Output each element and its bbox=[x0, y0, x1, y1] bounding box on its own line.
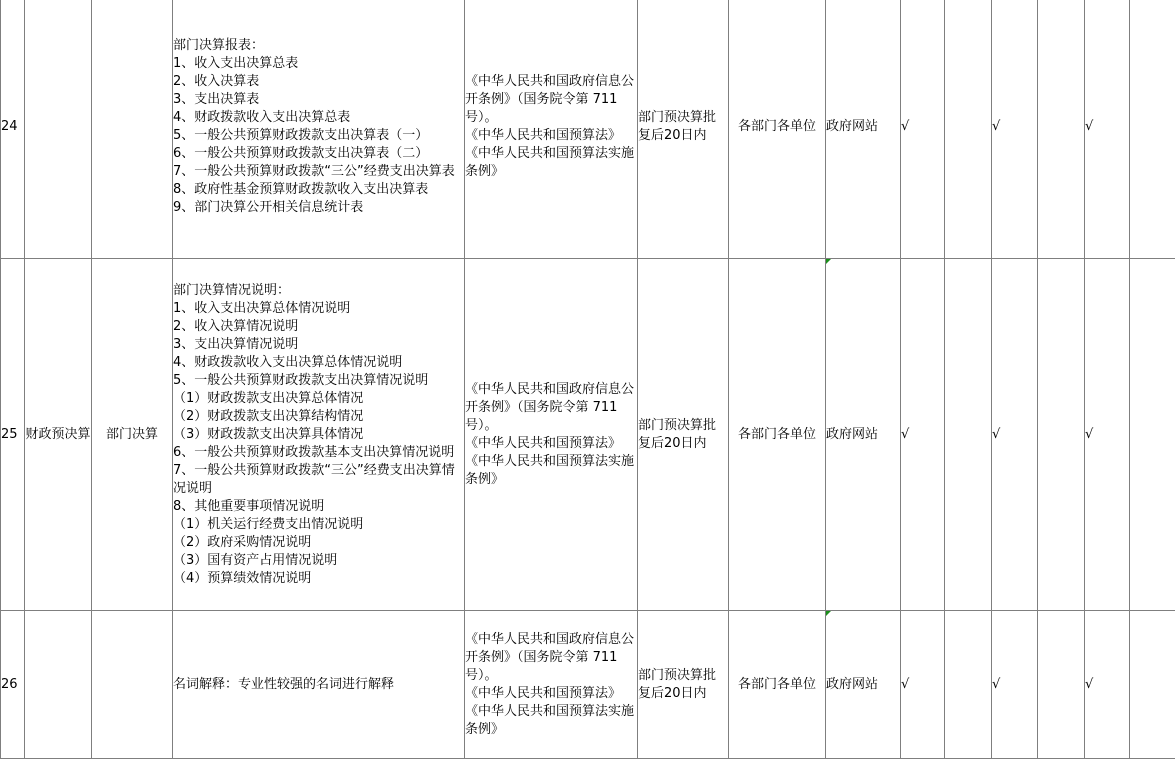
comment-marker-icon bbox=[826, 611, 831, 616]
content-line: 8、政府性基金预算财政拨款收入支出决算表 bbox=[173, 181, 464, 199]
row-number[interactable]: 26 bbox=[1, 611, 25, 759]
content-line: 6、一般公共预算财政拨款基本支出决算情况说明 bbox=[173, 444, 464, 462]
legal-basis-line: 《中华人民共和国政府信息公开条例》（国务院令第 711 号）。 bbox=[465, 73, 637, 127]
check-cell[interactable]: √ bbox=[1085, 611, 1130, 759]
content-line: 5、一般公共预算财政拨款支出决算表（一） bbox=[173, 127, 464, 145]
content-cell[interactable] bbox=[173, 611, 465, 759]
content-line: 9、部门决算公开相关信息统计表 bbox=[173, 199, 464, 217]
legal-basis-cell[interactable] bbox=[465, 0, 638, 259]
responsible-unit-cell[interactable]: 各部门各单位 bbox=[729, 259, 826, 611]
content-line: （2）政府采购情况说明 bbox=[173, 534, 464, 552]
content-line: 3、支出决算情况说明 bbox=[173, 336, 464, 354]
channel-cell[interactable] bbox=[826, 259, 901, 611]
content-line: 8、其他重要事项情况说明 bbox=[173, 498, 464, 516]
check-cell[interactable]: √ bbox=[901, 259, 945, 611]
check-cell[interactable]: √ bbox=[1085, 259, 1130, 611]
content-line: 2、收入决算情况说明 bbox=[173, 318, 464, 336]
blank-cell[interactable] bbox=[1038, 0, 1085, 259]
content-line: 名词解释：专业性较强的名词进行解释 bbox=[173, 676, 464, 694]
content-line: 5、一般公共预算财政拨款支出决算情况说明 bbox=[173, 372, 464, 390]
table-row bbox=[1, 259, 1175, 611]
channel-cell[interactable] bbox=[826, 611, 901, 759]
responsible-unit-cell[interactable]: 各部门各单位 bbox=[729, 0, 826, 259]
category-cell[interactable] bbox=[25, 0, 92, 259]
channel-text: 政府网站 bbox=[826, 427, 878, 442]
content-line: 7、一般公共预算财政拨款“三公”经费支出决算表 bbox=[173, 163, 464, 181]
content-line: 6、一般公共预算财政拨款支出决算表（二） bbox=[173, 145, 464, 163]
content-line: （1）机关运行经费支出情况说明 bbox=[173, 516, 464, 534]
content-line: 3、支出决算表 bbox=[173, 91, 464, 109]
content-line: 7、一般公共预算财政拨款“三公”经费支出决算情况说明 bbox=[173, 462, 464, 498]
blank-cell[interactable] bbox=[945, 259, 992, 611]
content-line: （2）财政拨款支出决算结构情况 bbox=[173, 408, 464, 426]
content-line: （4）预算绩效情况说明 bbox=[173, 570, 464, 588]
content-line: 1、收入支出决算总体情况说明 bbox=[173, 300, 464, 318]
content-line: （1）财政拨款支出决算总体情况 bbox=[173, 390, 464, 408]
content-line: （3）财政拨款支出决算具体情况 bbox=[173, 426, 464, 444]
content-line: 4、财政拨款收入支出决算总体情况说明 bbox=[173, 354, 464, 372]
subcategory-cell[interactable] bbox=[92, 0, 173, 259]
time-limit-cell[interactable]: 部门预决算批复后20日内 bbox=[638, 0, 729, 259]
channel-cell[interactable] bbox=[826, 0, 901, 259]
legal-basis-line: 《中华人民共和国政府信息公开条例》（国务院令第 711 号）。 bbox=[465, 381, 637, 435]
blank-cell[interactable] bbox=[1038, 611, 1085, 759]
category-cell[interactable] bbox=[25, 611, 92, 759]
legal-basis-line: 《中华人民共和国预算法》《中华人民共和国预算法实施条例》 bbox=[465, 127, 637, 181]
content-line: 部门决算情况说明： bbox=[173, 282, 464, 300]
check-cell[interactable]: √ bbox=[992, 611, 1038, 759]
blank-cell[interactable] bbox=[1130, 611, 1175, 759]
subcategory-cell[interactable]: 部门决算 bbox=[92, 259, 173, 611]
category-cell[interactable]: 财政预决算 bbox=[25, 259, 92, 611]
check-cell[interactable]: √ bbox=[901, 611, 945, 759]
check-cell[interactable]: √ bbox=[901, 0, 945, 259]
legal-basis-line: 《中华人民共和国政府信息公开条例》（国务院令第 711 号）。 bbox=[465, 631, 637, 685]
row-number[interactable]: 25 bbox=[1, 259, 25, 611]
legal-basis-line: 《中华人民共和国预算法》《中华人民共和国预算法实施条例》 bbox=[465, 435, 637, 489]
table-row bbox=[1, 0, 1175, 259]
blank-cell[interactable] bbox=[945, 0, 992, 259]
table-row bbox=[1, 611, 1175, 759]
content-line: （3）国有资产占用情况说明 bbox=[173, 552, 464, 570]
content-line: 4、财政拨款收入支出决算总表 bbox=[173, 109, 464, 127]
row-number[interactable]: 24 bbox=[1, 0, 25, 259]
channel-text: 政府网站 bbox=[826, 119, 878, 134]
channel-text: 政府网站 bbox=[826, 677, 878, 692]
content-cell[interactable] bbox=[173, 0, 465, 259]
time-limit-cell[interactable]: 部门预决算批复后20日内 bbox=[638, 259, 729, 611]
blank-cell[interactable] bbox=[1130, 0, 1175, 259]
legal-basis-cell[interactable] bbox=[465, 259, 638, 611]
check-cell[interactable]: √ bbox=[992, 0, 1038, 259]
comment-marker-icon bbox=[826, 259, 831, 264]
check-cell[interactable]: √ bbox=[1085, 0, 1130, 259]
time-limit-cell[interactable]: 部门预决算批复后20日内 bbox=[638, 611, 729, 759]
content-line: 部门决算报表： bbox=[173, 37, 464, 55]
legal-basis-line: 《中华人民共和国预算法》《中华人民共和国预算法实施条例》 bbox=[465, 685, 637, 739]
content-line: 2、收入决算表 bbox=[173, 73, 464, 91]
blank-cell[interactable] bbox=[1038, 259, 1085, 611]
responsible-unit-cell[interactable]: 各部门各单位 bbox=[729, 611, 826, 759]
content-line: 1、收入支出决算总表 bbox=[173, 55, 464, 73]
legal-basis-cell[interactable] bbox=[465, 611, 638, 759]
blank-cell[interactable] bbox=[945, 611, 992, 759]
content-cell[interactable] bbox=[173, 259, 465, 611]
subcategory-cell[interactable] bbox=[92, 611, 173, 759]
check-cell[interactable]: √ bbox=[992, 259, 1038, 611]
blank-cell[interactable] bbox=[1130, 259, 1175, 611]
